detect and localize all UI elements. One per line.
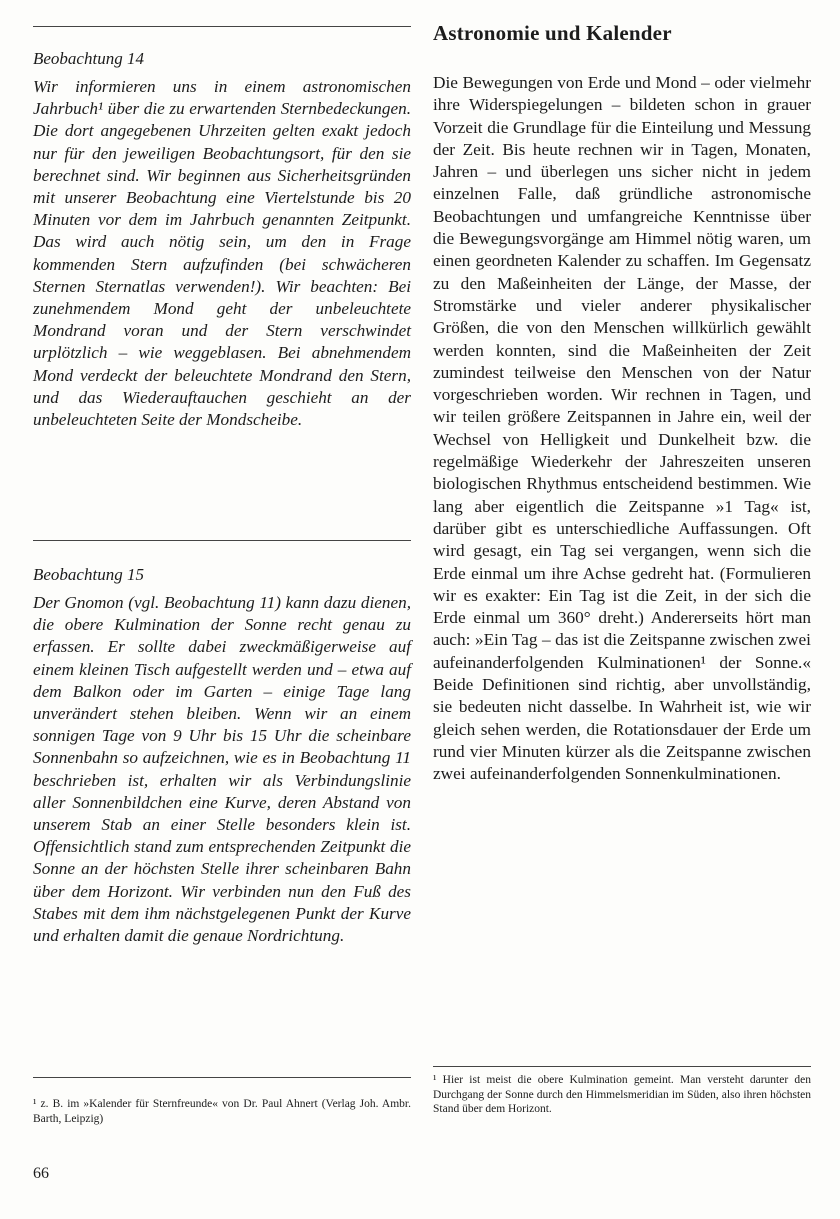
page-number: 66 — [33, 1165, 49, 1182]
left-footnote-text: ¹ z. B. im »Kalender für Sternfreunde« von Dr. Paul Ahnert (Verlag Joh. Ambr. Barth, Leipzig) — [33, 1098, 411, 1125]
observation-15-body: Der Gnomon (vgl. Beobachtung 11) kann dazu dienen, die obere Kulmination der Sonne recht genau zu erfassen. Er sollte dabei zweckmäßigerweise auf einem kleinen Tisch aufgestellt werden und – etwa auf dem Balkon oder im Garten – einige Tage lang unverändert stehen bleiben. Wenn wir an einem sonnigen Tage von 9 Uhr bis 15 Uhr die scheinbare Sonnenbahn so aufzeichnen, wie es in Beobachtung 11 beschrieben ist, erhalten wir als Verbindungslinie aller Sonnenbildchen eine Kurve, deren Abstand von unserem Stab an einer Stelle besonders klein ist. Offensichtlich stand zum entsprechenden Zeitpunkt die Sonne an der höchsten Stelle ihrer scheinbaren Bahn über dem Horizont. Wir verbinden nun den Fuß des Stabes mit dem ihm nächstgelegenen Punkt der Kurve und erhalten damit die genaue Nordrichtung. — [33, 593, 411, 946]
right-footnote-text: ¹ Hier ist meist die obere Kulmination gemeint. Man versteht darunter den Durchgang der Sonne durch den Himmelsmeridian im Süden, also ihren höchsten Stand über dem Horizont. — [433, 1074, 811, 1115]
observation-14-body: Wir informieren uns in einem astronomischen Jahrbuch¹ über die zu erwartenden Sternbedeckungen. Die dort angegebenen Uhrzeiten gelten exakt jedoch nur für den jeweiligen Beobachtungsort, für den sie berechnet sind. Wir beginnen aus Sicherheitsgründen mit unserer Beobachtung eine Viertelstunde bis 20 Minuten vor dem im Jahrbuch genannten Zeitpunkt. Das wird auch nötig sein, um den in Frage kommenden Stern aufzufinden (bei schwächeren Sternen Sternatlas verwenden!). Wir beachten: Bei zunehmendem Mond geht der unbeleuchtete Mondrand voran und der Stern verschwindet urplötzlich – wie weggeblasen. Bei abnehmendem Mond verdeckt der beleuchtete Mondrand den Stern, und das Wiederauftauchen geschieht an der unbeleuchteten Seite der Mondscheibe. — [33, 77, 411, 430]
observation-14-title: Beobachtung 14 — [33, 49, 144, 68]
left-footnote — [33, 1097, 411, 1126]
right-footnote — [433, 1073, 811, 1117]
footnote-rule-right — [433, 1066, 811, 1067]
top-rule-left — [33, 26, 411, 27]
footnote-rule-left — [33, 1077, 411, 1078]
observation-15 — [33, 564, 411, 947]
section-astronomie — [433, 20, 811, 786]
section-body: Die Bewegungen von Erde und Mond – oder vielmehr ihre Widerspiegelungen – bildeten schon in grauer Vorzeit die Grundlage für die Einteilung und Messung der Zeit. Bis heute rechnen wir in Tagen, Monaten, Jahren – und überlegen uns sicher nicht in jedem einzelnen Falle, daß gründliche astronomische Beobachtungen und umfangreiche Kenntnisse über die Bewegungsvorgänge am Himmel nötig waren, um einen geordneten Kalender zu schaffen. Im Gegensatz zu den Maßeinheiten der Länge, der Masse, der Stromstärke und vieler anderer physikalischer Größen, die von den Menschen willkürlich gewählt werden konnten, sind die Maßeinheiten der Zeit zumindest teilweise den Menschen von der Natur vorgeschrieben worden. Wir rechnen in Tagen, und wir teilen größere Zeitspannen in Jahre ein, weil der Wechsel von Helligkeit und Dunkelheit bzw. die regelmäßige Wiederkehr der Jahreszeiten unseren biologischen Rhythmus entscheidend bestimmen. Wie lang aber eigentlich die Zeitspanne »1 Tag« ist, darüber gibt es unterschiedliche Auffassungen. Oft wird gesagt, ein Tag sei vergangen, wenn sich die Erde einmal um ihre Achse gedreht hat. (Formulieren wir es exakter: Ein Tag ist die Zeit, in der sich die Erde einmal um 360° dreht.) Andererseits hört man auch: »Ein Tag – das ist die Zeitspanne zwischen zwei aufeinanderfolgenden Kulminationen¹ der Sonne.« Beide Definitionen sind richtig, aber unvollständig, sie bedeuten nicht dasselbe. In Wahrheit ist, wie wir gleich sehen werden, die Rotationsdauer der Erde um rund vier Minuten kürzer als die Zeitspanne zwischen zwei aufeinanderfolgenden Sonnenkulminationen. — [433, 73, 811, 784]
observation-14 — [33, 48, 411, 431]
section-title: Astronomie und Kalender — [433, 21, 672, 45]
observation-15-title: Beobachtung 15 — [33, 565, 144, 584]
divider-rule-left — [33, 540, 411, 541]
